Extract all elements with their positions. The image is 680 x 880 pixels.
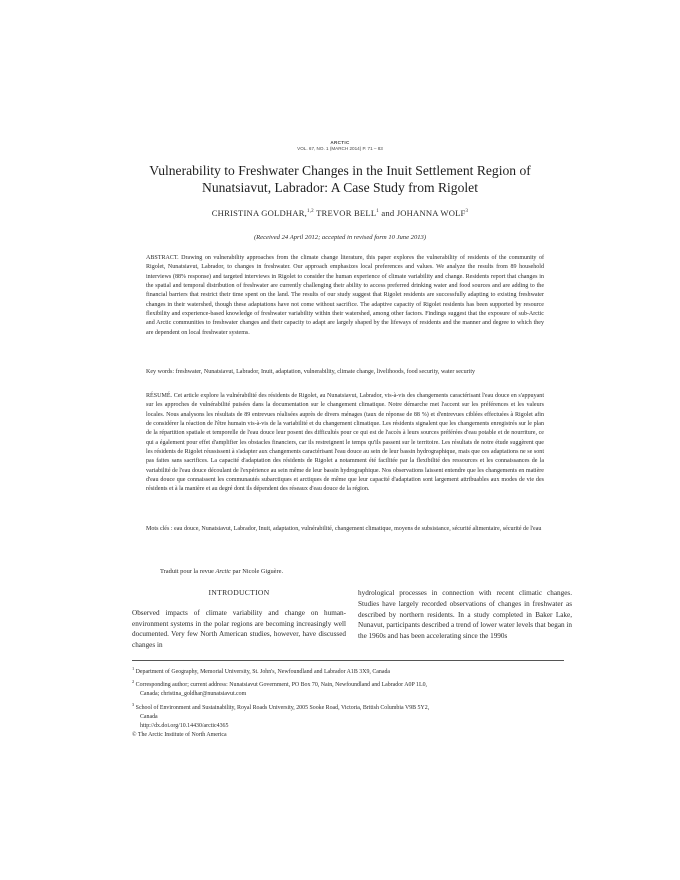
- footnote-2: $^2$ Corresponding author; current address: Nunatsiavut Government, PO Box 70, Nain, Newfoundland and Labrador A0P 1L0,: [132, 679, 427, 689]
- resume: [146, 392, 544, 495]
- resume-label: RÉSUMÉ.: [146, 393, 173, 399]
- received-dates: (Received 24 April 2012; accepted in revised form 10 June 2013): [253, 234, 427, 241]
- paper-title: Vulnerability to Freshwater Changes in the Inuit Settlement Region of Nunatsiavut, Labrador: A Case Study from Rigolet: [149, 163, 531, 195]
- author-list: [0, 206, 680, 219]
- footnotes: [132, 664, 564, 740]
- footnote-2-email: Canada; christina_goldhar@nunatsiavut.com: [140, 691, 247, 698]
- footnote-3: $^3$ School of Environment and Sustainability, Royal Roads University, 2005 Sooke Road, Victoria, British Columbia V9B 5Y2,: [132, 701, 430, 711]
- copyright-notice: © The Arctic Institute of North America: [132, 732, 227, 739]
- translation-credit: Traduit pour la revue Arctic par Nicole Giguère.: [160, 568, 284, 575]
- footnote-1: $^1$ Department of Geography, Memorial University, St. John's, Newfoundland and Labrador A1B 3X9, Canada: [132, 666, 391, 675]
- author-bell: TREVOR BELL: [313, 207, 377, 218]
- abstract-text: Drawing on vulnerability approaches from the climate change literature, this paper explores the vulnerability of residents of the community of Rigolet, Nunatsiavut, Labrador, to changes in freshwater. Our approach emphasizes local preferences and values. We analyze the results from 89 household interviews (88% response) and targeted interviews in Rigolet to consider the human experience of climate variability and change. Residents report that changes in the spatial and temporal distribution of freshwater are currently challenging their ability to access preferred drinking water and food sources and are adding to the financial barriers that restrict their time spent on the land. The results of our study suggest that Rigolet residents are successfully adapting to existing freshwater changes in their watershed, though these adaptations have not come without sacrifice. The adaptive capacity of Rigolet residents has been supported by resource flexibility and experience-based knowledge of freshwater variability within their watershed, among other factors. Findings suggest that the exposure of sub-Arctic and Arctic communities to freshwater changes and their capacity to adapt are largely shaped by the lifeways of residents and the manner and degree to which they are dependent on local freshwater systems.: [146, 255, 544, 336]
- journal-header: [0, 140, 680, 152]
- translation-journal: Arctic: [215, 568, 231, 575]
- doi-link[interactable]: http://dx.doi.org/10.14430/arctic4365: [140, 722, 229, 729]
- abstract-label: ABSTRACT.: [146, 255, 179, 261]
- abstract: [146, 254, 544, 338]
- section-heading-introduction: INTRODUCTION: [208, 588, 270, 597]
- author-wolf: and JOHANNA WOLF: [378, 207, 466, 218]
- author-bell-affil: 1: [376, 209, 379, 214]
- author-goldhar: CHRISTINA GOLDHAR,: [211, 207, 308, 218]
- intro-text-left: Observed impacts of climate variability and change on human-environment systems in the polar regions are becoming increasingly well documented. Very few North American studies, however, have discussed changes in: [132, 608, 346, 650]
- resume-text: Cet article explore la vulnérabilité des résidents de Rigolet, au Nunatsiavut, Labrador, vis-à-vis des changements caractérisant l'eau douce en s'appuyant sur les approches de vulnérabilité puisées dans la documentation sur le changement climatique. Notre démarche met l'accent sur les préférences et les valeurs locales. Nous analysons les résultats de 89 entrevues réalisées auprès de divers ménages (taux de réponse de 88 %) et d'entrevues ciblées effectuées à Rigolet afin de considérer la réaction de l'être humain vis-à-vis de la variabilité et du changement climatique. Les résidents signalent que les changements enregistrés sur le plan de la répartition spatiale et temporelle de l'eau douce leur posent des difficultés pour ce qui est de l'accès à leurs sources préférées d'eau potable et de nourriture, ce qui a également pour effet d'amplifier les obstacles financiers, car ils restreignent le temps qu'ils passent sur le territoire. Les résultats de notre étude suggèrent que les résidents de Rigolet réussissent à s'adapter aux changements caractérisant l'eau douce au sein de leur bassin hydrographique, mais que ces adaptations ne se sont pas faites sans sacrifices. La capacité d'adaptation des résidents de Rigolet a notamment été facilitée par la flexibilité des ressources et les connaissances de la variabilité de l'eau douce découlant de l'expérience au sein même de leur bassin hydrographique. Nos observations laissent entendre que les changements en matière d'eau douce que connaissent les communautés subarctiques et arctiques de même que leur capacité d'adaptation sont largement attribuables aux modes de vie des résidents et à la manière et au degré dont ils dépendent des réseaux d'eau douce de la région.: [146, 393, 544, 493]
- mots-cles: Mots clés : eau douce, Nunatsiavut, Labrador, Inuit, adaptation, vulnérabilité, changement climatique, moyens de subsistance, sécurité alimentaire, sécurité de l'eau: [146, 526, 542, 532]
- keywords: Key words: freshwater, Nunatsiavut, Labrador, Inuit, adaptation, vulnerability, climate change, livelihoods, food security, water security: [146, 369, 476, 375]
- journal-issue: VOL. 67, NO. 1 (MARCH 2014) P. 71 – 83: [297, 146, 383, 151]
- footnote-3-cont: Canada: [140, 713, 158, 720]
- author-wolf-affil: 3: [465, 209, 469, 214]
- journal-name: ARCTIC: [330, 140, 350, 145]
- author-goldhar-affil: 1,2: [307, 209, 314, 214]
- footnote-divider: [132, 660, 564, 661]
- body-column-left: [132, 588, 346, 651]
- body-column-right: [358, 588, 572, 642]
- intro-text-right: hydrological processes in connection with recent climatic changes. Studies have largely recorded observations of changes in freshwater as described by northern residents. In a study completed in Baker Lake, Nunavut, participants described a trend of lower water levels that began in the 1960s and has been accelerating since the 1990s: [358, 589, 572, 641]
